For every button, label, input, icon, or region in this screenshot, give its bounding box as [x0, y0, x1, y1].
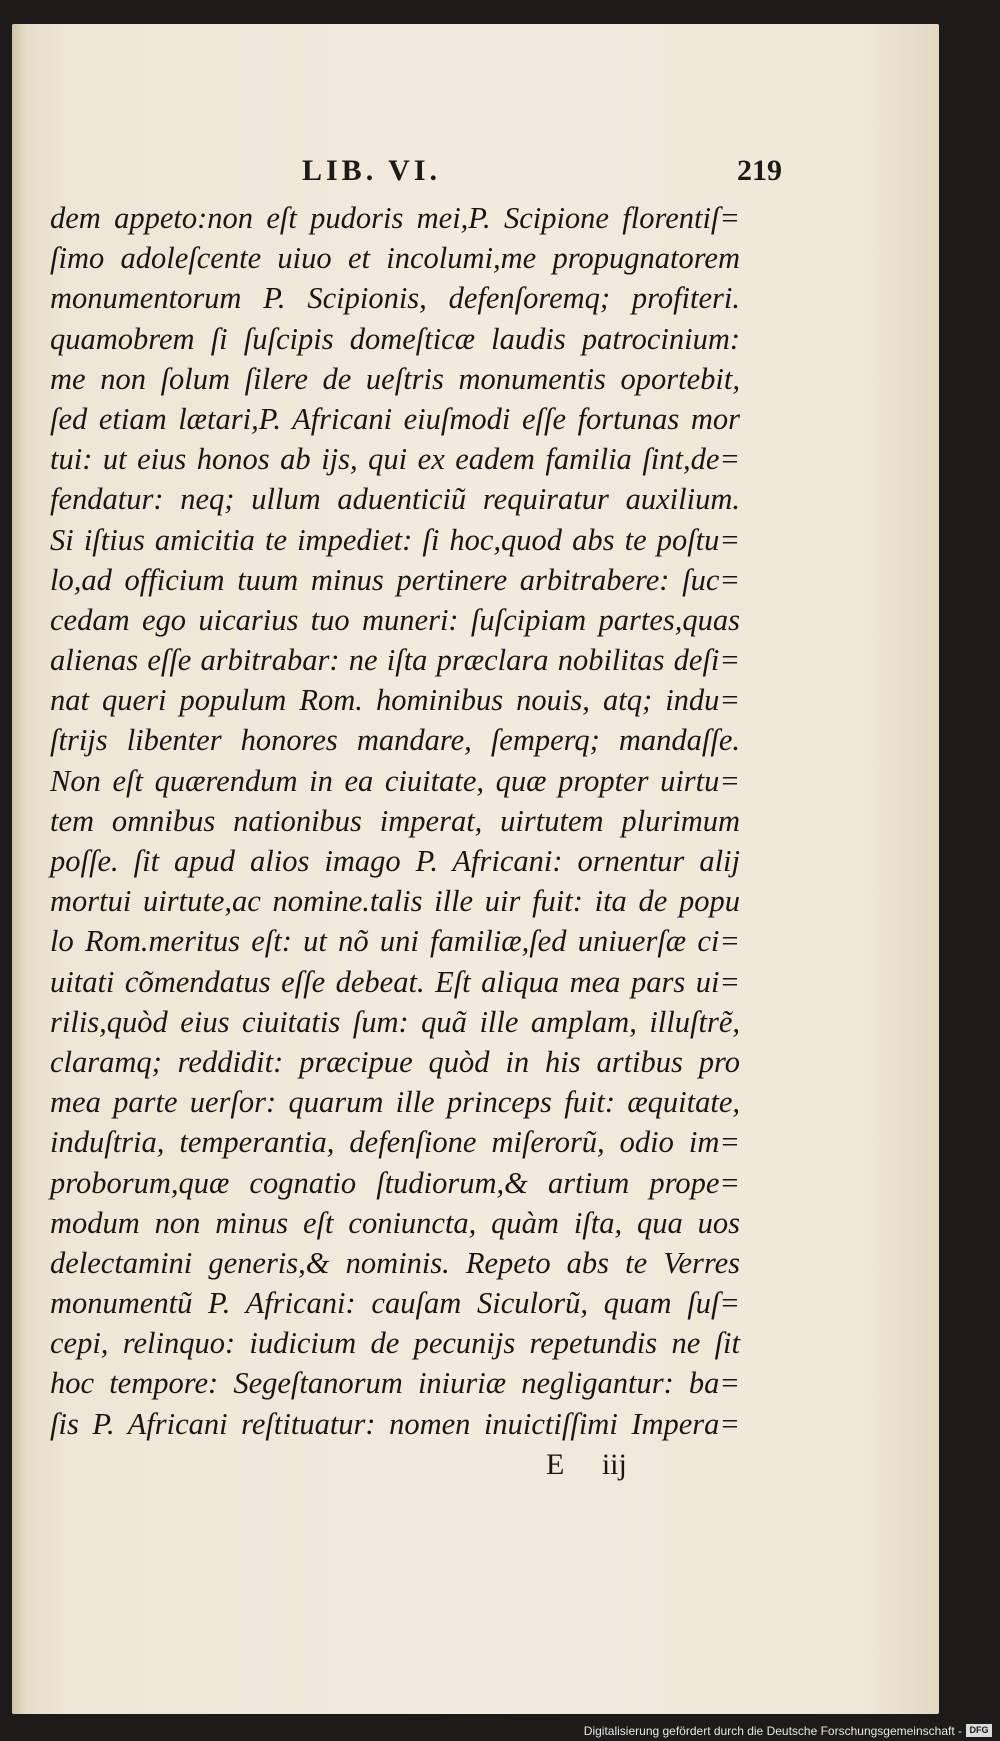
text-line: mortui uirtute,ac nomine.talis ille uir fuit: ita de popu	[50, 884, 740, 919]
text-line: Non eſt quærendum in ea ciuitate, quæ propter uirtu=	[50, 763, 740, 798]
text-line: monumentũ P. Africani: cauſam Siculorũ, quam ſuſ=	[50, 1286, 740, 1321]
text-line: quamobrem ſi ſuſcipis domeſticæ laudis patrocinium:	[50, 321, 740, 356]
signature-mark: E iij	[546, 1448, 627, 1481]
page-number: 219	[737, 154, 782, 187]
text-line: proborum,quæ cognatio ſtudiorum,& artium prope=	[50, 1165, 740, 1200]
text-line: cedam ego uicarius tuo muneri: ſuſcipiam partes,quas	[50, 602, 740, 637]
text-line: me non ſolum ſilere de ueſtris monumentis oportebit,	[50, 361, 740, 396]
text-line: hoc tempore: Segeſtanorum iniuriæ negligantur: ba=	[50, 1366, 740, 1401]
text-line: tem omnibus nationibus imperat, uirtutem plurimum	[50, 803, 740, 838]
text-line: ſed etiam lætari,P. Africani eiuſmodi eſſe fortunas mor	[50, 401, 740, 436]
text-line: ſimo adoleſcente uiuo et incolumi,me propugnatorem	[50, 241, 740, 276]
text-line: uitati cõmendatus eſſe debeat. Eſt aliqua mea pars ui=	[50, 964, 740, 999]
text-line: induſtria, temperantia, defenſione miſerorũ, odio im=	[50, 1125, 740, 1160]
text-line: tui: ut eius honos ab ijs, qui ex eadem familia ſint,de=	[50, 442, 740, 477]
text-line: fendatur: neq; ullum aduenticiũ requiratur auxilium.	[50, 482, 740, 517]
text-line: modum non minus eſt coniuncta, quàm iſta, qua uos	[50, 1205, 740, 1240]
text-line: ſtrijs libenter honores mandare, ſemperq; mandaſſe.	[50, 723, 740, 758]
text-line: mea parte uerſor: quarum ille princeps fuit: æquitate,	[50, 1085, 740, 1120]
text-line: ſis P. Africani reſtituatur: nomen inuictiſſimi Impera=	[50, 1406, 740, 1441]
running-head	[262, 154, 782, 194]
text-line: dem appeto:non eſt pudoris mei,P. Scipione florentiſ=	[50, 201, 740, 235]
text-line: claramq; reddidit: præcipue quòd in his artibus pro	[50, 1044, 740, 1079]
text-line: alienas eſſe arbitrabar: ne iſta præclara nobilitas deſi=	[50, 643, 740, 678]
text-line: Si iſtius amicitia te impediet: ſi hoc,quod abs te poſtu=	[50, 522, 740, 557]
text-line: lo Rom.meritus eſt: ut nõ uni familiæ,ſed uniuerſæ ci=	[50, 924, 740, 959]
book-page-scan	[12, 24, 939, 1714]
text-line: poſſe. ſit apud alios imago P. Africani: ornentur alij	[50, 844, 740, 878]
dfg-logo-icon: DFG	[966, 1724, 992, 1737]
text-line: cepi, relinquo: iudicium de pecunijs repetundis ne ſit	[50, 1326, 740, 1361]
page-gutter-shadow	[12, 24, 26, 1714]
running-head-title: LIB. VI.	[302, 154, 441, 187]
body-text	[50, 198, 740, 1444]
text-line: lo,ad officium tuum minus pertinere arbitrabere: ſuc=	[50, 562, 740, 597]
text-line: monumentorum P. Scipionis, defenſoremq; profiteri.	[50, 281, 740, 316]
text-line: nat queri populum Rom. hominibus nouis, atq; indu=	[50, 683, 740, 718]
footer-credit: Digitalisierung gefördert durch die Deutsche Forschungsgemeinschaft -	[583, 1724, 962, 1738]
text-line: delectamini generis,& nominis. Repeto abs te Verres	[50, 1245, 740, 1280]
text-line: rilis,quòd eius ciuitatis ſum: quã ille amplam, illuſtrẽ,	[50, 1004, 740, 1039]
digitization-footer	[0, 1722, 1000, 1741]
